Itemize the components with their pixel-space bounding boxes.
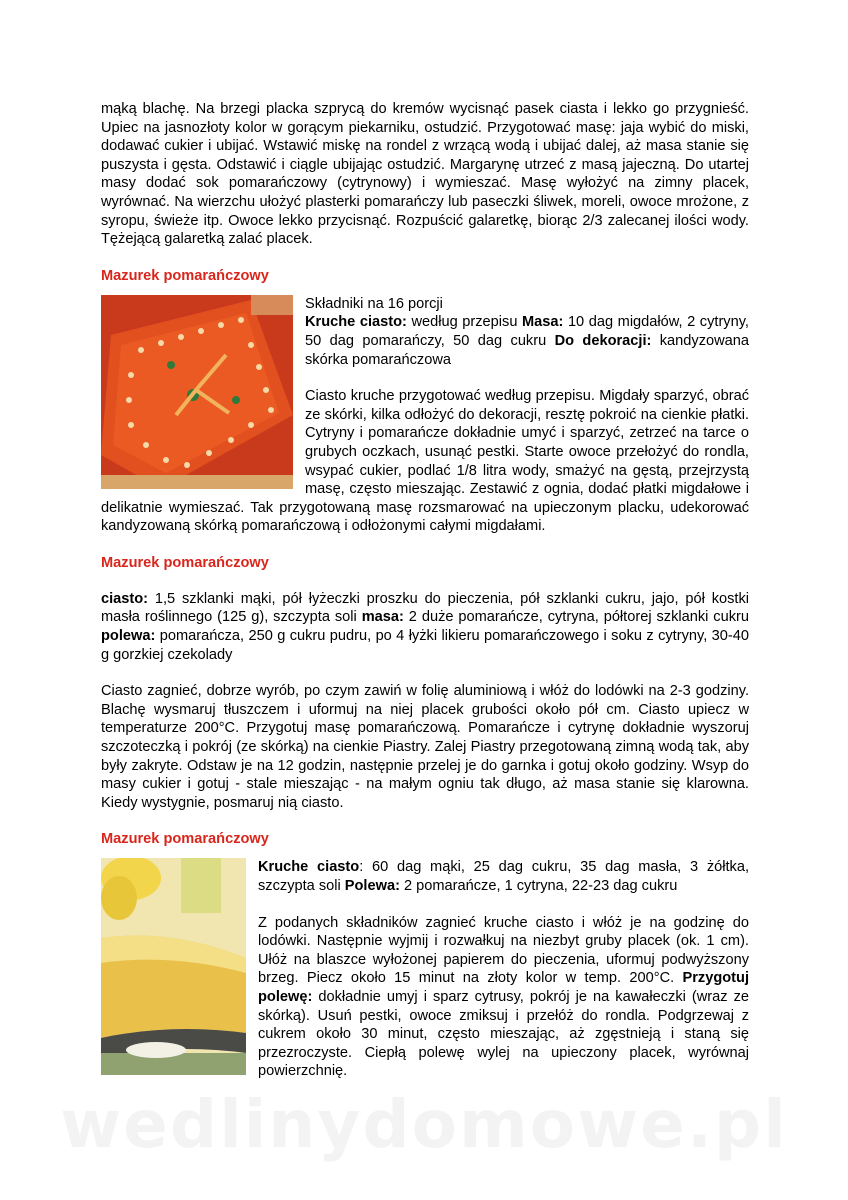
- section1-ing-text-1: według przepisu: [406, 314, 522, 331]
- section3-title: Mazurek pomarańczowy: [101, 831, 269, 848]
- watermark: [0, 1086, 848, 1163]
- section2-method: Ciasto zagnieć, dobrze wyrób, po czym zawiń w folię aluminiową i włóż do lodówki na 2-3 godziny. Blachę wysmaruj tłuszczem i uformuj na niej placek grubości około pół cm. Ciasto upiecz w temperaturze 200°C. Przygotuj masę pomarańczową. Pomarańcze i cytrynę dokładnie wyszoruj szczoteczką i pokrój (ze skórką) na cienkie Piastry. Zalej Piastry przegotowaną zimną wodą tak, aby były zakryte. Odstaw je na 12 godzin, następnie przelej je do garnka i gotuj około godziny. Wsyp do masy cukier i gotuj - stale mieszając - na małym ogniu tak długo, aż masa stanie się klarowna. Kiedy wystygnie, posmaruj nią ciasto.: [101, 683, 749, 811]
- section1-method: Ciasto kruche przygotować według przepisu. Migdały sparzyć, obrać ze skórki, kilka odłożyć do dekoracji, resztę pokroić na cienkie płatki. Cytryny i pomarańcze dokładnie umyć i sparzyć, zetrzeć na tarce o grubych oczkach, usunąć pestki. Starte owoce przełożyć do rondla, wsypać cukier, podlać 1/8 litra wody, smażyć na gęstą, przejrzystą masę, często mieszając. Zestawić z ognia, dodać płatki migdałowe i delikatnie wymieszać. Tak przygotowaną masę rozsmarować na upieczonym placku, udekorować kandyzowaną skórką pomarańczową i odłożonymi całymi migdałami.: [101, 388, 749, 535]
- document-page: [101, 100, 749, 1081]
- section2-ing-text-1: 1,5 szklanki mąki, pół łyżeczki proszku do pieczenia, pół szklanki cukru, jajo, pół kostki masła roślinnego (125 g), szczypta soli: [101, 590, 749, 626]
- section2-ing-text-2: 2 duże pomarańcze, cytryna, półtorej szklanki cukru: [403, 609, 749, 626]
- section2-ing-label-2: masa:: [361, 609, 404, 626]
- section1-servings: Składniki na 16 porcji: [305, 295, 443, 312]
- section1-ing-label-2: Masa:: [522, 314, 564, 331]
- mazurek-photo-1: [101, 295, 293, 489]
- section3-ing-text-2: 2 pomarańcze, 1 cytryna, 22-23 dag cukru: [399, 878, 678, 894]
- intro-paragraph: mąką blachę. Na brzegi placka szprycą do kremów wycisnąć pasek ciasta i lekko go przygnieść. Upiec na jasnozłoty kolor w gorącym piekarniku, ostudzić. Przygotować masę: jaja wybić do miski, dodawać cukier i ubijać. Wstawić miskę na rondel z wrzącą wodą i ubijać dalej, aż masa stanie się puszysta i gęsta. Odstawić i ciągle ubijając ostudzić. Margarynę utrzeć z masą jajeczną. Do utartej masy dodać sok pomarańczowy (cytrynowy) i wymieszać. Masę wyłożyć na zimny placek, wyrównać. Na wierzchu ułożyć plasterki pomarańczy lub paseczki śliwek, moreli, owoce mrożone, z syropu, świeże itp. Owoce lekko przycisnąć. Rozpuścić galaretkę, biorąc 2/3 zalecanej ilości wody. Tężejącą galaretką zalać placek.: [101, 101, 749, 248]
- section3-ing-label-2: Polewa:: [344, 878, 400, 894]
- section3-ing-label-1: Kruche ciasto: [258, 859, 360, 876]
- section3-ing-text-1: : 60 dag mąki, 25 dag cukru, 35 dag masła, 3 żółtka, szczypta soli: [258, 859, 749, 894]
- section1-title: Mazurek pomarańczowy: [101, 267, 269, 284]
- section1-ing-text-3: kandyzowana skórka pomarańczowa: [305, 332, 749, 368]
- section1-ing-label-3: Do dekoracji:: [554, 332, 652, 349]
- section3-method-label: Przygotuj polewę:: [258, 970, 749, 1005]
- section3-method-1: Z podanych składników zagnieć kruche ciasto i włóż je na godzinę do lodówki. Następnie wyjmij i rozwałkuj na niezbyt gruby placek (ok. 1 cm). Ułóż na blaszce wyłożonej papierem do pieczenia, uformuj podwyższony brzeg. Piecz około 15 minut na złoty kolor w temp. 200°C.: [258, 914, 749, 987]
- mazurek-photo-2: [101, 858, 246, 1075]
- section2-ing-label-1: ciasto:: [101, 590, 149, 607]
- section2-ing-label-3: polewa:: [101, 628, 156, 645]
- section2-title: Mazurek pomarańczowy: [101, 554, 269, 571]
- section1-ing-label-1: Kruche ciasto:: [305, 314, 407, 331]
- section3-method-2: dokładnie umyj i sparz cytrusy, pokrój je na kawałeczki (wraz ze skórką). Usuń pestki, owoce zmiksuj i przełóż do rondla. Podgrzewaj z cukrem około 30 minut, często mieszając, aż zgęstnieją i staną się przezroczyste. Ciepłą polewę wylej na upieczony placek, wyrównaj powierzchnię.: [258, 988, 749, 1080]
- section2-ing-text-3: pomarańcza, 250 g cukru pudru, po 4 łyżki likieru pomarańczowego i soku z cytryny, 30-40 g gorzkiej czekolady: [101, 628, 749, 663]
- section2-ingredients: [101, 590, 749, 664]
- section1-ing-text-2: 10 dag migdałów, 2 cytryny, 50 dag pomarańczy, 50 dag cukru: [305, 314, 749, 349]
